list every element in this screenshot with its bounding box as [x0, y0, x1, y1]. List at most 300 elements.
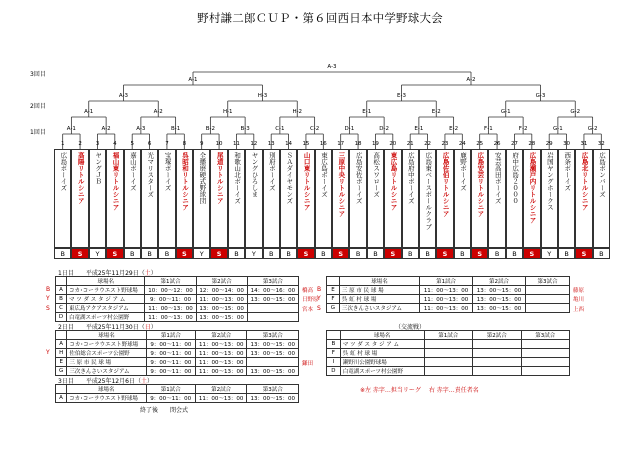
team-name: 呉昭和リトルシニア: [176, 149, 193, 248]
team-number: 9: [199, 141, 204, 147]
team-league: B: [402, 248, 419, 259]
table-cell: 9：00～11：00: [146, 367, 195, 376]
team-slot: [280, 141, 297, 260]
closing-ceremony: 終了後 閉会式: [140, 407, 189, 414]
team-number: 15: [302, 141, 310, 147]
team-name: 尾道リトルシニア: [210, 149, 227, 248]
table-cell: [424, 367, 472, 376]
table-cell: [521, 340, 570, 349]
team-name: 嘉山ボーイズ: [124, 149, 141, 248]
team-league: S: [523, 248, 540, 259]
day1-date: 平成25年11月29日: [85, 270, 139, 277]
table-cell: [526, 286, 570, 295]
day2-heading: 2日目 平成25年11月30日（日）: [58, 324, 157, 331]
table-cell: 第1試合: [420, 277, 473, 286]
league-marker: Y: [46, 349, 50, 356]
table-cell: [473, 358, 521, 367]
person-in-charge: 宮本: [302, 306, 314, 313]
day2-label: 2日目: [58, 324, 74, 331]
table-row: [56, 349, 299, 358]
table-cell: 瀬野川公園野球場: [340, 358, 424, 367]
table-cell: C: [56, 304, 67, 313]
table-cell: 11：00～13：00: [420, 295, 473, 304]
table-cell: マ ツ ダ ス タ ジ ア ム: [340, 340, 424, 349]
table-cell: F: [327, 295, 340, 304]
table-cell: 11：00～13：00: [145, 313, 196, 322]
table-cell: 第2試合: [196, 277, 247, 286]
league-marker: Y: [46, 295, 50, 302]
bracket-node-label: C-1: [275, 126, 285, 132]
table-cell: 11：00～13：00: [195, 394, 247, 403]
team-number: 16: [319, 141, 327, 147]
table-cell: 三次きんさいスタジアム: [67, 367, 146, 376]
team-league: Y: [245, 248, 262, 259]
team-number: 8: [182, 141, 187, 147]
bracket-node-label: B-2: [205, 126, 215, 132]
team-number: 30: [563, 141, 571, 147]
day1-label: 1日目: [58, 270, 74, 277]
table-cell: 三 原 市 民 球 場: [67, 358, 146, 367]
bracket-node-label: E-2: [449, 126, 459, 132]
team-league: B: [315, 248, 332, 259]
team-name: 東広島リトルシニア: [384, 149, 401, 248]
table-cell: [424, 340, 472, 349]
table-cell: 第1試合: [146, 385, 195, 394]
team-league: S: [106, 248, 123, 259]
table-cell: 10：00～12：00: [145, 286, 196, 295]
table-cell: 三次きんさいスタジアム: [339, 304, 419, 313]
table-cell: 11：00～13：00: [195, 367, 247, 376]
team-number: 29: [545, 141, 553, 147]
team-slot: [384, 141, 401, 260]
table-cell: A: [56, 286, 67, 295]
team-slot: [176, 141, 193, 260]
team-number: 27: [510, 141, 518, 147]
team-slot: [419, 141, 436, 260]
team-name: 広島ボンバーズ: [593, 149, 610, 248]
team-league: Y: [89, 248, 106, 259]
table-cell: マ ツ ダ ス タ ジ ア ム: [67, 295, 145, 304]
team-slot: [297, 141, 314, 260]
team-number: 32: [597, 141, 605, 147]
table-cell: E: [56, 358, 67, 367]
table-cell: 11：00～13：00: [195, 358, 247, 367]
table-cell: 球場名: [67, 331, 146, 340]
team-name: 広島ボーイズ: [54, 149, 71, 248]
team-name: 高陽リトルシニア: [71, 149, 88, 248]
table-cell: [56, 385, 67, 394]
team-slot: [332, 141, 349, 260]
bracket-node-label: A-3: [327, 64, 337, 70]
team-name: 別府ボーイズ: [263, 149, 280, 248]
table-row: [56, 286, 299, 295]
bracket-node-label: D-2: [379, 126, 389, 132]
team-slot: [158, 141, 175, 260]
table-cell: コカ･コーラウエスト野球場: [67, 394, 146, 403]
table-cell: 11：00～13：00: [420, 286, 473, 295]
team-league: B: [506, 248, 523, 259]
team-league: Y: [193, 248, 210, 259]
team-number: 7: [165, 141, 169, 147]
table-row: [56, 367, 299, 376]
table-cell: 11：00～13：00: [145, 304, 196, 313]
legend-note: ※左 赤字…担当リーグ 右 赤字…責任者名: [360, 387, 479, 394]
team-number: 13: [267, 141, 275, 147]
table-row: [327, 340, 570, 349]
table-cell: B: [327, 340, 341, 349]
table-cell: [247, 313, 298, 322]
team-slot: [436, 141, 453, 260]
team-slot: [506, 141, 523, 260]
table-cell: 13：00～15：00: [247, 394, 299, 403]
table-cell: 第1試合: [145, 277, 196, 286]
table-cell: 球場名: [67, 277, 145, 286]
team-name: 福山東リトルシニア: [106, 149, 123, 248]
team-league: S: [384, 248, 401, 259]
day1-extra-table: [326, 276, 570, 313]
team-name: 山口東リトルシニア: [297, 149, 314, 248]
table-cell: F: [327, 349, 341, 358]
bracket-node-label: B-3: [240, 126, 250, 132]
team-league: B: [141, 248, 158, 259]
table-cell: 球場名: [67, 385, 146, 394]
team-slot: [193, 141, 210, 260]
table-cell: [56, 277, 67, 286]
team-name: 全播磨硬式野球団: [193, 149, 210, 248]
team-slot: [454, 141, 471, 260]
team-name: 西条ボーイズ: [558, 149, 575, 248]
team-slot: [575, 141, 592, 260]
day3-date: 平成25年12月6日: [85, 378, 135, 385]
table-cell: 13：00～15：00: [247, 367, 299, 376]
table-cell: H: [56, 349, 67, 358]
table-cell: [521, 349, 570, 358]
table-cell: 第3試合: [247, 277, 298, 286]
table-row: [56, 304, 299, 313]
table-cell: 11：00～13：00: [196, 295, 247, 304]
team-league: S: [71, 248, 88, 259]
league-marker: Y: [317, 295, 321, 302]
table-cell: 9：00～11：00: [145, 295, 196, 304]
team-name: 光マリスターズ: [141, 149, 158, 248]
team-slot: [89, 141, 106, 260]
round-label-3: 3回目: [30, 71, 46, 78]
table-cell: 13：00～15：00: [247, 340, 299, 349]
bracket-node-label: A-2: [466, 77, 476, 83]
bracket-node-label: G-1: [500, 109, 511, 115]
bracket-node-label: H-2: [292, 109, 303, 115]
round-label-2: 2回目: [30, 103, 46, 110]
table-cell: [56, 331, 67, 340]
team-number: 3: [95, 141, 100, 147]
page-title: 野村謙二郎ＣＵＰ・第６回西日本中学野球大会: [197, 11, 443, 25]
team-slot: [124, 141, 141, 260]
team-league: S: [297, 248, 314, 259]
person-in-charge: 日野原: [302, 297, 319, 303]
table-cell: D: [56, 313, 67, 322]
team-league: S: [471, 248, 488, 259]
table-cell: コカ･コーラウエスト野球場: [67, 340, 146, 349]
team-slot: [228, 141, 245, 260]
team-league: B: [54, 248, 71, 259]
table-cell: 第2試合: [473, 277, 526, 286]
team-name: 鹿野ボーイズ: [454, 149, 471, 248]
team-number: 22: [424, 141, 432, 147]
day3-weekday: 土: [140, 378, 147, 385]
team-league: B: [558, 248, 575, 259]
team-league: Y: [541, 248, 558, 259]
bracket-node-label: A-2: [153, 109, 163, 115]
table-cell: [473, 349, 521, 358]
table-row: [56, 313, 299, 322]
team-slot: [245, 141, 262, 260]
day2-date: 平成25年11月30日: [85, 324, 139, 331]
table-cell: 第1試合: [424, 331, 472, 340]
person-in-charge: 藤原: [573, 287, 585, 294]
table-row: [327, 286, 570, 295]
bracket-node-label: G-3: [535, 93, 546, 99]
league-marker: S: [46, 304, 50, 312]
exchange-table: [326, 330, 570, 376]
team-league: B: [593, 248, 610, 259]
team-name: 東広島ボーイズ: [315, 149, 332, 248]
table-cell: 13：00～15：00: [247, 349, 299, 358]
table-cell: 9：00～11：00: [146, 358, 195, 367]
day2-schedule-table: [55, 330, 299, 376]
team-name: 宝塚ボーイズ: [158, 149, 175, 248]
table-cell: [521, 358, 570, 367]
table-cell: 11：00～13：00: [195, 349, 247, 358]
day1-heading: 1日目 平成25年11月29日（土）: [58, 270, 157, 277]
table-cell: 9：00～11：00: [146, 394, 195, 403]
table-header-row: [56, 385, 299, 394]
table-row: [327, 358, 570, 367]
table-header-row: [56, 277, 299, 286]
table-row: [56, 295, 299, 304]
table-row: [56, 358, 299, 367]
table-cell: 11：00～13：00: [420, 304, 473, 313]
team-slot: [263, 141, 280, 260]
team-number: 12: [250, 141, 258, 147]
table-cell: 第2試合: [195, 385, 247, 394]
team-slot: [141, 141, 158, 260]
team-list: [54, 141, 610, 260]
team-name: 安芸高田ボーイズ: [488, 149, 505, 248]
team-number: 17: [337, 141, 345, 147]
team-name: 広島佐伯リトルシニア: [436, 149, 453, 248]
team-slot: [349, 141, 366, 260]
table-cell: 14：00～16：00: [247, 286, 298, 295]
bracket-node-label: F-1: [484, 126, 493, 132]
day1-weekday: 土: [144, 270, 151, 277]
table-cell: 13：00～15：00: [473, 295, 526, 304]
team-slot: [210, 141, 227, 260]
bracket-node-label: E-2: [431, 109, 441, 115]
table-row: [56, 394, 299, 403]
table-row: [327, 295, 570, 304]
team-number: 25: [476, 141, 484, 147]
team-name: ヤングＪＢ: [89, 149, 106, 248]
team-league: B: [263, 248, 280, 259]
table-header-row: [56, 331, 299, 340]
table-cell: B: [56, 295, 67, 304]
bracket-node-label: A-2: [101, 126, 111, 132]
team-slot: [54, 141, 71, 260]
bracket-node-label: A-3: [118, 93, 129, 99]
person-in-charge: 上西: [573, 306, 585, 313]
table-header-row: [327, 331, 570, 340]
table-cell: [424, 349, 472, 358]
table-cell: 第2試合: [195, 331, 247, 340]
table-row: [327, 349, 570, 358]
table-row: [327, 304, 570, 313]
table-cell: 第3試合: [521, 331, 570, 340]
person-in-charge: 鎌田: [302, 360, 314, 367]
team-name: 広島東ベースボールクラブ: [419, 149, 436, 248]
team-name: 高松スワローズ: [367, 149, 384, 248]
bracket-node-label: A-1: [66, 126, 76, 132]
bracket-node-label: G-2: [570, 109, 581, 115]
league-marker: B: [46, 285, 51, 293]
bracket-node-label: C-2: [309, 126, 320, 132]
table-cell: E: [327, 286, 340, 295]
table-cell: 第3試合: [526, 277, 570, 286]
team-number: 23: [441, 141, 449, 147]
table-cell: 第2試合: [473, 331, 521, 340]
team-name: 三原中央リトルシニア: [332, 149, 349, 248]
table-cell: [526, 304, 570, 313]
table-cell: 13：00～15：00: [247, 295, 298, 304]
table-cell: 13：00～15：00: [473, 304, 526, 313]
league-marker: B: [317, 285, 322, 293]
table-cell: [526, 295, 570, 304]
table-cell: 呉 虹 村 球 場: [339, 295, 419, 304]
table-cell: 第3試合: [247, 331, 299, 340]
team-slot: [315, 141, 332, 260]
team-name: ＳＡダイヤモンズ: [280, 149, 297, 248]
table-cell: 東広島アクアスタジアム: [67, 304, 145, 313]
table-cell: A: [56, 394, 67, 403]
table-cell: [247, 358, 299, 367]
table-row: [56, 340, 299, 349]
team-league: S: [210, 248, 227, 259]
table-cell: 白竜湖スポーツ村公園野: [67, 313, 145, 322]
team-league: S: [176, 248, 193, 259]
round-label-1: 1回目: [30, 129, 46, 136]
team-league: B: [349, 248, 366, 259]
team-league: S: [575, 248, 592, 259]
team-name: 広島北リトルシニア: [575, 149, 592, 248]
bracket-node-label: H-1: [222, 109, 233, 115]
team-number: 19: [371, 141, 379, 147]
team-number: 14: [285, 141, 293, 147]
table-cell: 第3試合: [247, 385, 299, 394]
table-cell: 9：00～11：00: [146, 349, 195, 358]
table-header-row: [327, 277, 570, 286]
table-row: [327, 367, 570, 376]
table-cell: 球場名: [340, 331, 424, 340]
table-cell: I: [327, 358, 341, 367]
team-slot: [106, 141, 123, 260]
table-cell: [424, 358, 472, 367]
table-cell: A: [56, 340, 67, 349]
table-cell: 13：00～15：00: [473, 286, 526, 295]
team-number: 21: [406, 141, 414, 147]
table-cell: 呉 虹 村 球 場: [340, 349, 424, 358]
team-number: 11: [232, 141, 240, 147]
team-league: B: [228, 248, 245, 259]
table-cell: 13：00～15：00: [196, 313, 247, 322]
team-slot: [593, 141, 610, 260]
bracket-node-label: D-1: [344, 126, 355, 132]
team-number: 20: [389, 141, 397, 147]
bracket-node-label: A-1: [84, 109, 94, 115]
table-cell: [247, 304, 298, 313]
team-number: 31: [580, 141, 588, 147]
bracket-node-label: E-1: [414, 126, 424, 132]
league-marker: S: [317, 304, 321, 312]
bracket-node-label: E-3: [397, 93, 406, 99]
team-slot: [367, 141, 384, 260]
table-cell: G: [56, 367, 67, 376]
team-league: B: [280, 248, 297, 259]
team-league: B: [124, 248, 141, 259]
table-cell: 佐伯総合スポーツ公園野: [67, 349, 146, 358]
team-slot: [541, 141, 558, 260]
bracket-node-label: A-1: [188, 77, 198, 83]
person-in-charge: 橋高: [302, 287, 314, 294]
day3-heading: 3日目 平成25年12月6日（土）: [58, 378, 153, 385]
team-slot: [471, 141, 488, 260]
team-league: B: [367, 248, 384, 259]
table-cell: 11：00～13：00: [195, 340, 247, 349]
table-cell: [521, 367, 570, 376]
day3-schedule-table: [55, 384, 299, 403]
table-cell: コカ･コーラウエスト野球場: [67, 286, 145, 295]
team-league: B: [454, 248, 471, 259]
team-number: 18: [354, 141, 362, 147]
table-cell: D: [327, 367, 341, 376]
team-number: 28: [528, 141, 536, 147]
bracket-node-label: G-1: [553, 126, 563, 132]
team-number: 6: [147, 141, 152, 147]
team-league: B: [419, 248, 436, 259]
table-cell: 9：00～11：00: [146, 340, 195, 349]
team-number: 2: [78, 141, 82, 147]
team-name: 広島安芸リトルシニア: [471, 149, 488, 248]
day3-label: 3日目: [58, 378, 74, 385]
team-number: 5: [130, 141, 134, 147]
table-cell: [327, 331, 341, 340]
bracket-node-label: G-2: [587, 126, 598, 132]
team-name: 広島安佐ボーイズ: [349, 149, 366, 248]
table-cell: [473, 340, 521, 349]
bracket-node-label: F-2: [518, 126, 528, 132]
table-cell: 白竜湖スポーツ村公園野: [340, 367, 424, 376]
team-league: B: [158, 248, 175, 259]
team-name: 広島瀬戸内リトルシニア: [523, 149, 540, 248]
exchange-heading: （交流戦）: [395, 324, 426, 331]
team-league: S: [436, 248, 453, 259]
team-league: S: [332, 248, 349, 259]
team-number: 26: [493, 141, 501, 147]
team-name: 広島府中ボーイズ: [402, 149, 419, 248]
bracket-node-label: E-1: [362, 109, 372, 115]
team-name: 府中広島２０００: [506, 149, 523, 248]
bracket-node-label: B-1: [170, 126, 181, 132]
table-cell: [473, 367, 521, 376]
table-cell: 三 原 市 民 球 場: [339, 286, 419, 295]
